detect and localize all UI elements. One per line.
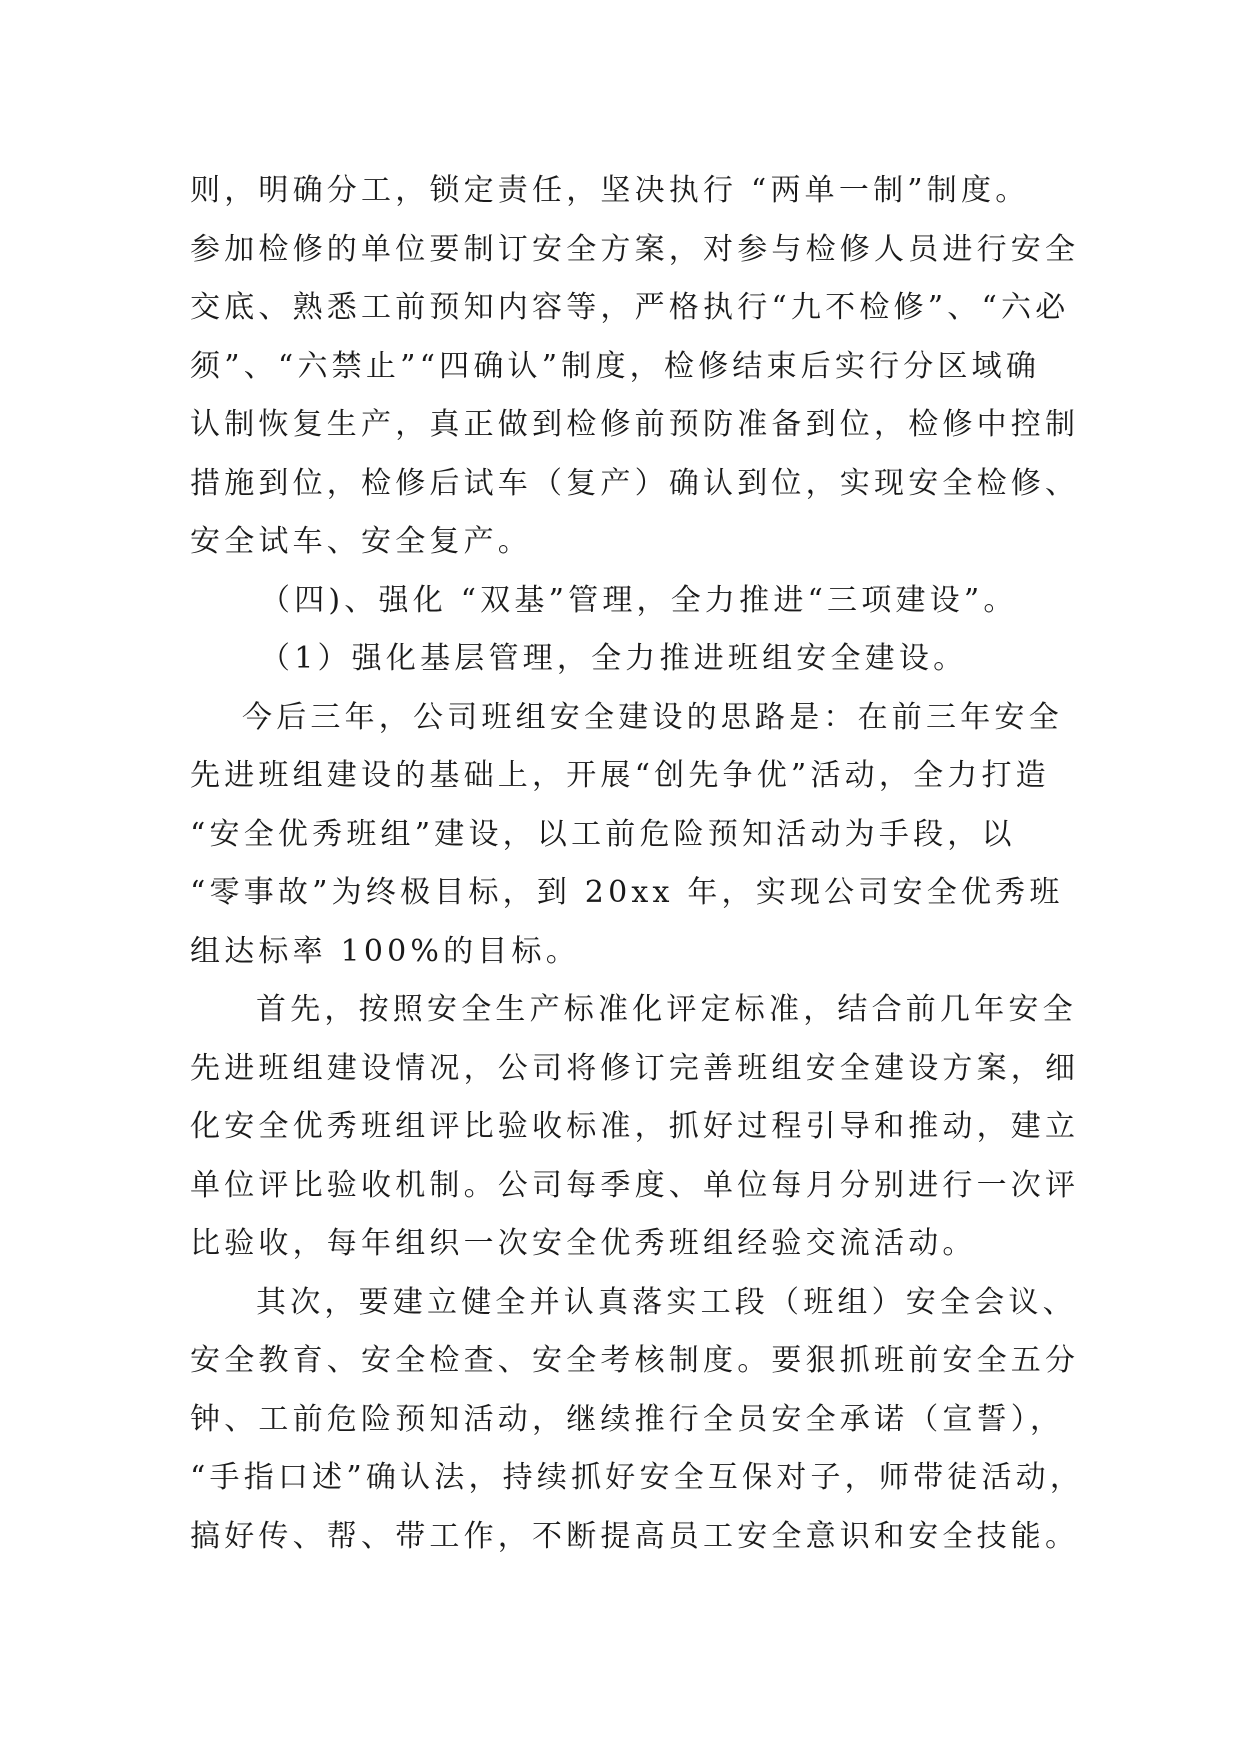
section-heading: （四)、强化 “双基”管理，全力推进“三项建设”。 — [260, 582, 1018, 618]
text-line: 认制恢复生产，真正做到检修前预防准备到位，检修中控制 — [190, 407, 1080, 442]
text-line: “零事故”为终极目标，到 20xx 年，实现公司安全优秀班 — [190, 875, 1064, 910]
text-line: 交底、熟悉工前预知内容等，严格执行“九不检修”、“六必 — [190, 290, 1070, 325]
text-line: 比验收，每年组织一次安全优秀班组经验交流活动。 — [190, 1226, 977, 1261]
text-line: “手指口述”确认法，持续抓好安全互保对子，师带徒活动， — [190, 1460, 1085, 1495]
text-line: 安全试车、安全复产。 — [190, 524, 532, 559]
text-line: 先进班组建设情况，公司将修订完善班组安全建设方案，细 — [190, 1050, 1080, 1086]
text-line: 搞好传、帮、带工作，不断提高员工安全意识和安全技能。 — [190, 1518, 1080, 1554]
paragraph-start: 今后三年，公司班组安全建设的思路是：在前三年安全 — [242, 699, 1063, 735]
document-body — [190, 162, 1085, 1566]
text-line: 则，明确分工，锁定责任，坚决执行 “两单一制”制度。 — [190, 173, 1030, 208]
text-line: 安全教育、安全检查、安全考核制度。要狠抓班前安全五分 — [190, 1343, 1080, 1378]
text-line: “安全优秀班组”建设，以工前危险预知活动为手段，以 — [190, 816, 1016, 852]
text-line: 参加检修的单位要制订安全方案，对参与检修人员进行安全 — [190, 231, 1080, 267]
text-line: 钟、工前危险预知活动，继续推行全员安全承诺（宣誓）， — [190, 1401, 1065, 1437]
text-line: 先进班组建设的基础上，开展“创先争优”活动，全力打造 — [190, 758, 1050, 793]
text-line: 单位评比验收机制。公司每季度、单位每月分别进行一次评 — [190, 1167, 1080, 1203]
paragraph-start: 其次，要建立健全并认真落实工段（班组）安全会议、 — [256, 1284, 1077, 1320]
text-line: 须”、“六禁止”“四确认”制度，检修结束后实行分区域确 — [190, 348, 1041, 384]
text-line: 组达标率 100%的目标。 — [190, 933, 580, 969]
text-line: 措施到位，检修后试车（复产）确认到位，实现安全检修、 — [190, 465, 1080, 501]
subsection-heading: （1）强化基层管理，全力推进班组安全建设。 — [260, 641, 968, 676]
paragraph-start: 首先，按照安全生产标准化评定标准，结合前几年安全 — [256, 992, 1077, 1027]
text-line: 化安全优秀班组评比验收标准，抓好过程引导和推动，建立 — [190, 1109, 1080, 1144]
